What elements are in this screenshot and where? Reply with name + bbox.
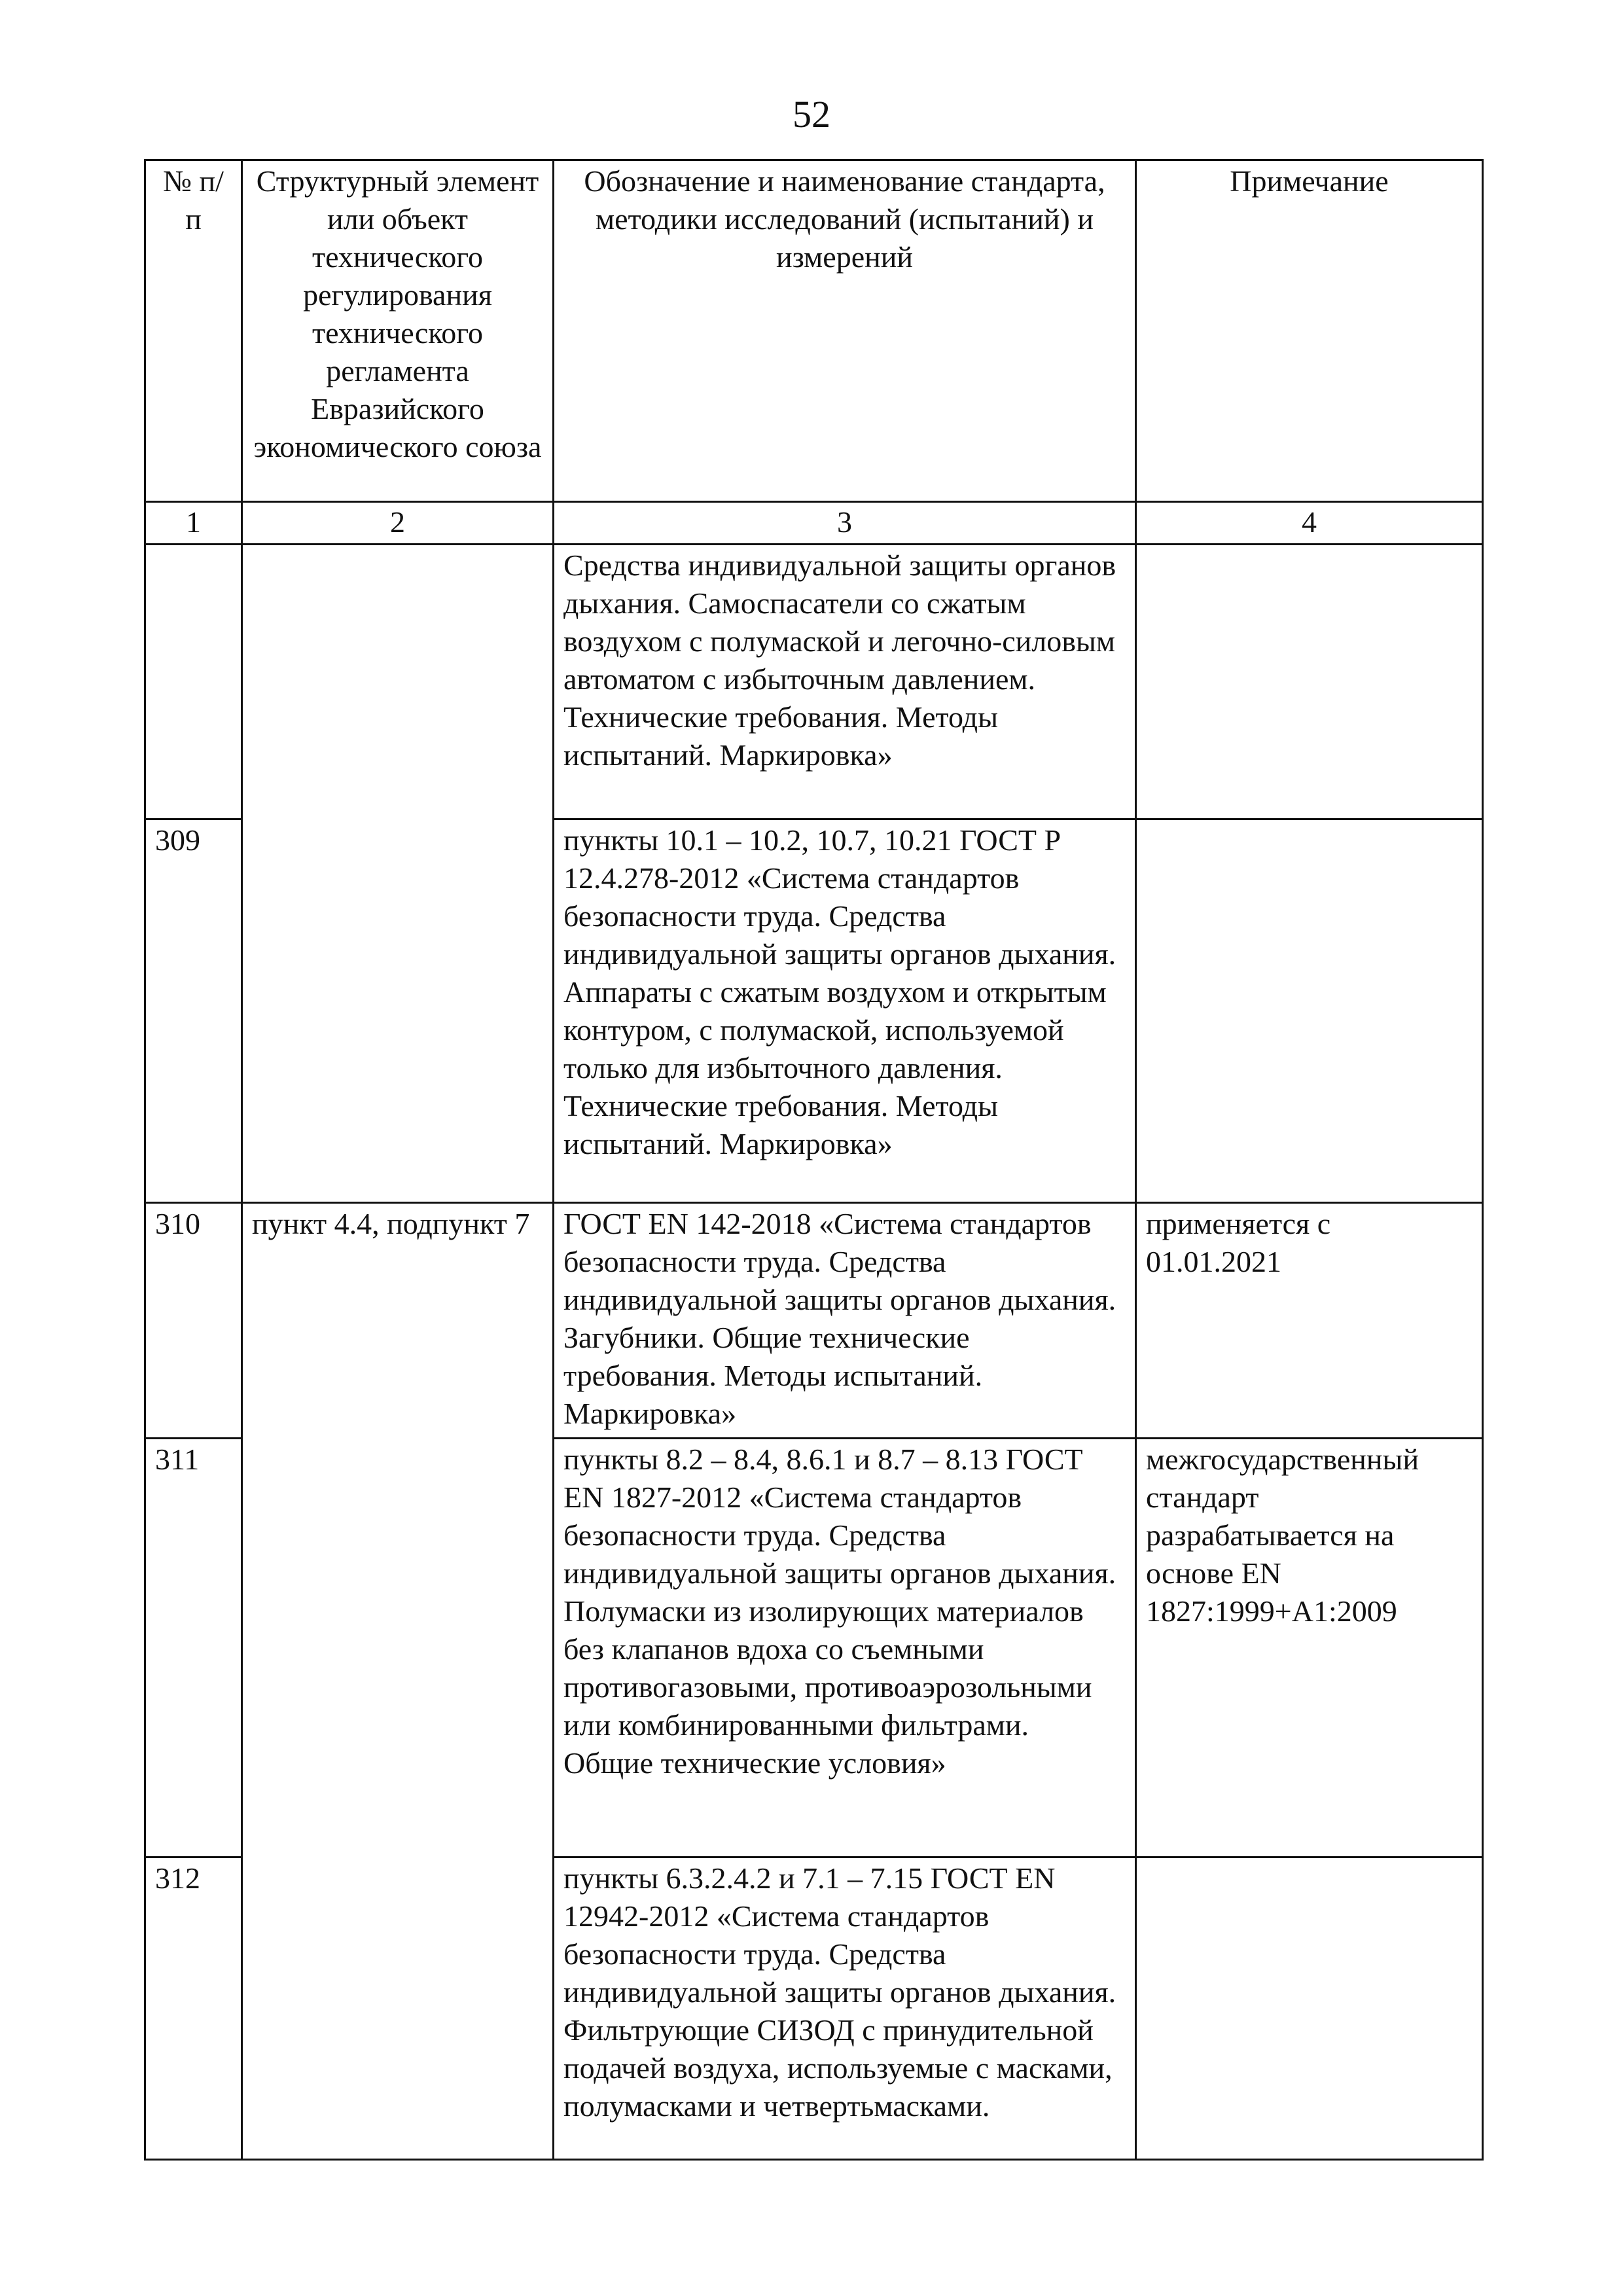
row-note: межгосударственный стандарт разрабатывается на основе EN 1827:1999+A1:2009	[1136, 1439, 1483, 1857]
row-standard: пункты 8.2 – 8.4, 8.6.1 и 8.7 – 8.13 ГОСТ EN 1827-2012 «Система стандартов безопасности труда. Средства индивидуальной защиты органов дыхания. Полумаски из изолирующих материалов без клапанов вдоха со съемными противогазовыми, противоаэрозольными или комбинированными фильтрами. Общие технические условия»	[554, 1439, 1136, 1857]
header-standard: Обозначение и наименование стандарта, методики исследований (испытаний) и измерений	[554, 160, 1136, 502]
column-number-row	[145, 502, 1483, 545]
column-number: 3	[554, 502, 1136, 545]
row-standard: Средства индивидуальной защиты органов дыхания. Самоспасатели со сжатым воздухом с полумаской и легочно-силовым автоматом с избыточным давлением. Технические требования. Методы испытаний. Маркировка»	[554, 545, 1136, 819]
header-element: Структурный элемент или объект технического регулирования технического регламента Евразийского экономического союза	[242, 160, 554, 502]
standards-table	[144, 159, 1484, 2161]
row-standard: ГОСТ EN 142-2018 «Система стандартов безопасности труда. Средства индивидуальной защиты органов дыхания. Загубники. Общие технические требования. Методы испытаний. Маркировка»	[554, 1203, 1136, 1439]
row-number	[145, 545, 242, 819]
row-number: 309	[145, 819, 242, 1203]
column-number: 4	[1136, 502, 1483, 545]
table-row	[145, 545, 1483, 819]
row-note: применяется с 01.01.2021	[1136, 1203, 1483, 1439]
header-note: Примечание	[1136, 160, 1483, 502]
row-number: 312	[145, 1857, 242, 2160]
row-element	[242, 545, 554, 1203]
page-number: 52	[793, 93, 830, 135]
row-note	[1136, 1857, 1483, 2160]
row-standard: пункты 10.1 – 10.2, 10.7, 10.21 ГОСТ Р 12.4.278-2012 «Система стандартов безопасности труда. Средства индивидуальной защиты органов дыхания. Аппараты с сжатым воздухом и открытым контуром, с полумаской, используемой только для избыточного давления. Технические требования. Методы испытаний. Маркировка»	[554, 819, 1136, 1203]
row-number: 310	[145, 1203, 242, 1439]
row-note	[1136, 819, 1483, 1203]
column-number: 2	[242, 502, 554, 545]
column-number: 1	[145, 502, 242, 545]
row-element: пункт 4.4, подпункт 7	[242, 1203, 554, 2160]
row-number: 311	[145, 1439, 242, 1857]
row-standard: пункты 6.3.2.4.2 и 7.1 – 7.15 ГОСТ EN 12942-2012 «Система стандартов безопасности труда. Средства индивидуальной защиты органов дыхания. Фильтрующие СИЗОД с принудительной подачей воздуха, используемые с масками, полумасками и четвертьмасками.	[554, 1857, 1136, 2160]
table-header-row	[145, 160, 1483, 502]
table-row	[145, 1203, 1483, 1439]
header-num: № п/п	[145, 160, 242, 502]
row-note	[1136, 545, 1483, 819]
